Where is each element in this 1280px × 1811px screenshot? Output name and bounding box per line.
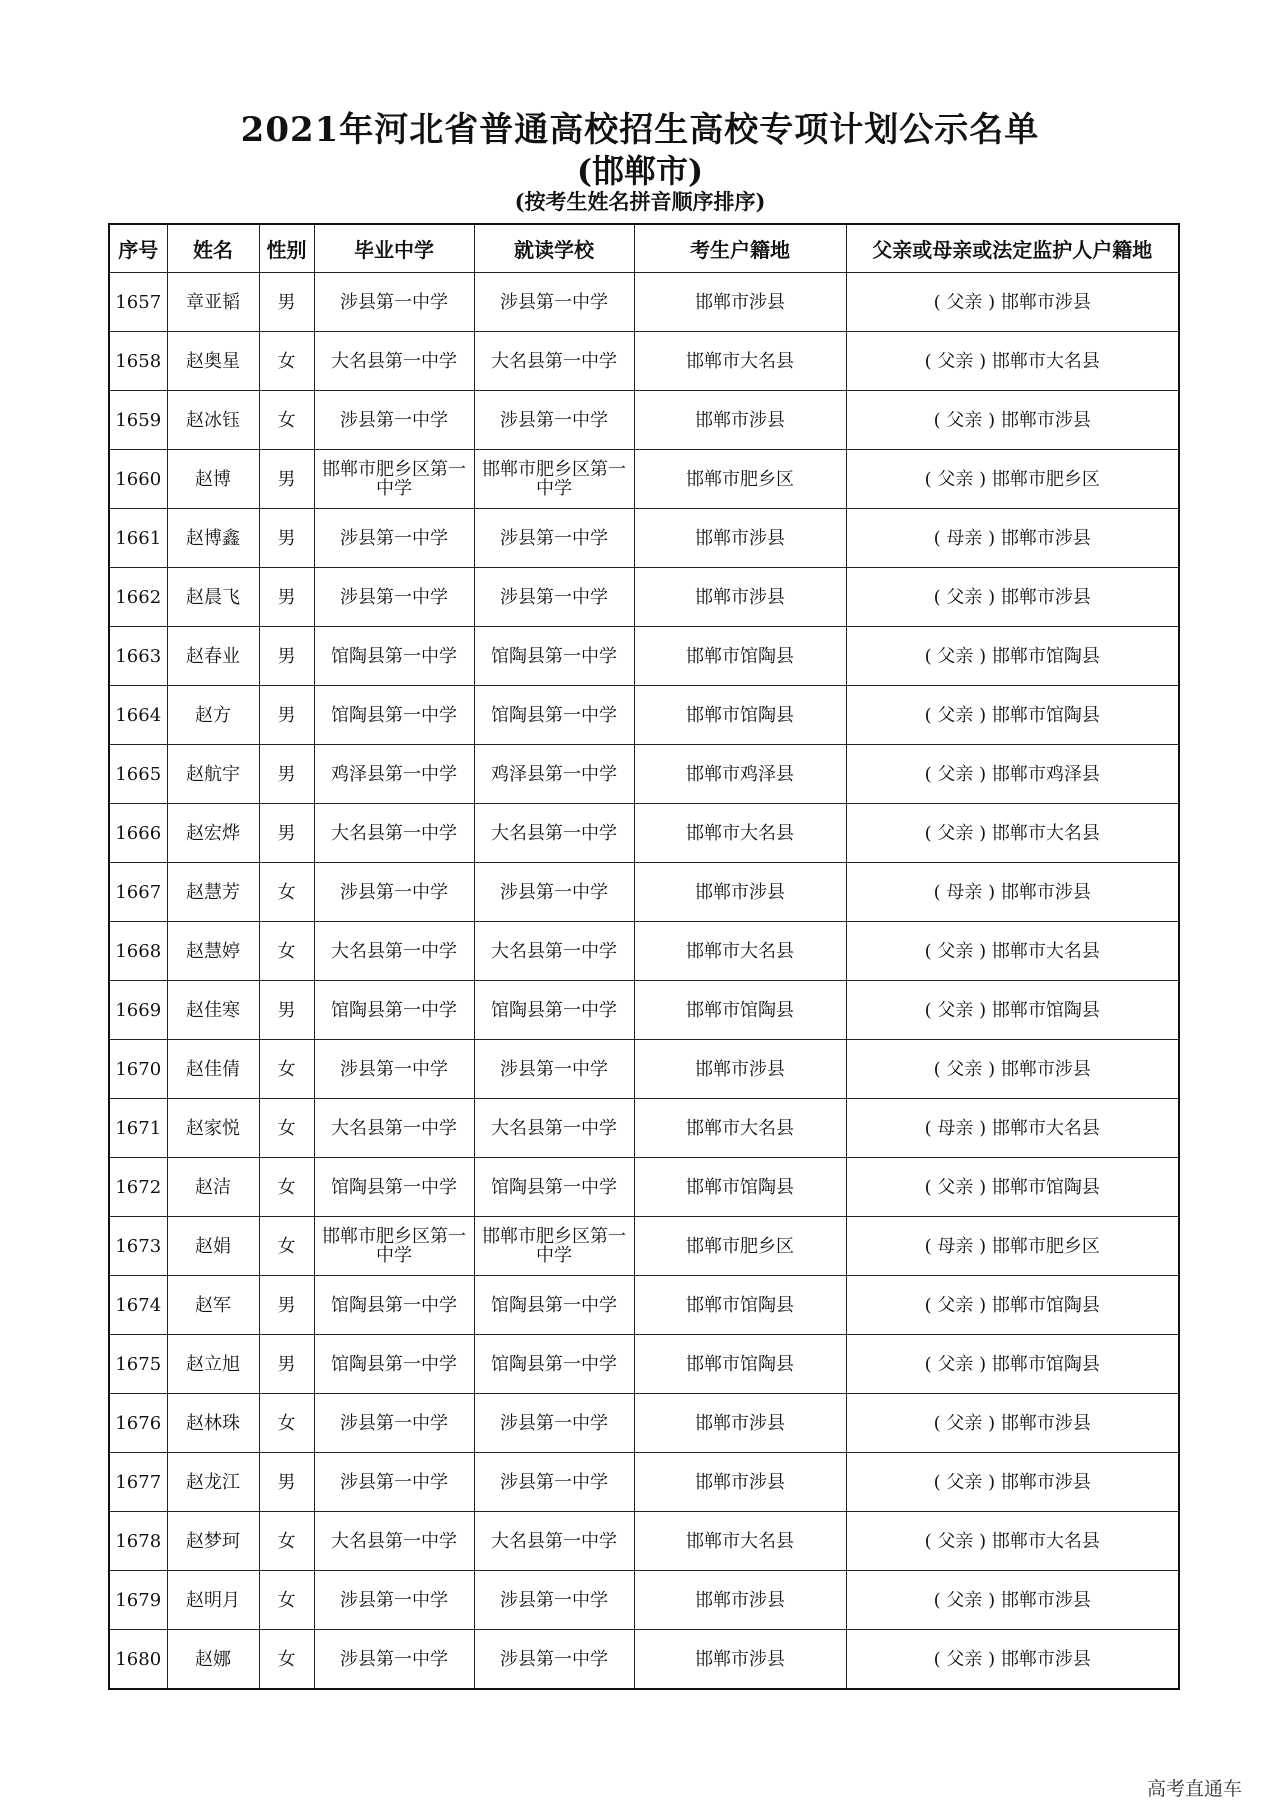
admission-list-table — [108, 223, 1180, 1690]
cell-household: 邯郸市馆陶县 — [634, 686, 846, 745]
cell-graduated-school: 馆陶县第一中学 — [314, 627, 474, 686]
cell-current-school: 大名县第一中学 — [474, 804, 634, 863]
cell-index: 1662 — [109, 568, 167, 627]
table-row — [109, 1099, 1179, 1158]
cell-graduated-school: 馆陶县第一中学 — [314, 981, 474, 1040]
table-row — [109, 568, 1179, 627]
cell-household: 邯郸市涉县 — [634, 391, 846, 450]
table-row — [109, 1571, 1179, 1630]
table-row — [109, 627, 1179, 686]
cell-guardian-household: ( 父亲 ) 邯郸市馆陶县 — [846, 1276, 1179, 1335]
cell-household: 邯郸市涉县 — [634, 1453, 846, 1512]
cell-name: 赵军 — [167, 1276, 259, 1335]
cell-name: 赵方 — [167, 686, 259, 745]
cell-current-school: 馆陶县第一中学 — [474, 1276, 634, 1335]
cell-guardian-household: ( 父亲 ) 邯郸市大名县 — [846, 804, 1179, 863]
table-row — [109, 863, 1179, 922]
cell-index: 1678 — [109, 1512, 167, 1571]
cell-current-school: 涉县第一中学 — [474, 1630, 634, 1690]
cell-guardian-household: ( 父亲 ) 邯郸市涉县 — [846, 1630, 1179, 1690]
cell-index: 1661 — [109, 509, 167, 568]
table-row — [109, 1630, 1179, 1690]
cell-current-school: 馆陶县第一中学 — [474, 627, 634, 686]
table-row — [109, 1453, 1179, 1512]
table-row — [109, 332, 1179, 391]
cell-household: 邯郸市馆陶县 — [634, 1158, 846, 1217]
cell-guardian-household: ( 父亲 ) 邯郸市涉县 — [846, 391, 1179, 450]
cell-name: 赵娟 — [167, 1217, 259, 1276]
cell-name: 赵梦珂 — [167, 1512, 259, 1571]
cell-name: 赵春业 — [167, 627, 259, 686]
cell-graduated-school: 馆陶县第一中学 — [314, 1276, 474, 1335]
cell-guardian-household: ( 父亲 ) 邯郸市大名县 — [846, 332, 1179, 391]
cell-guardian-household: ( 父亲 ) 邯郸市涉县 — [846, 568, 1179, 627]
cell-gender: 女 — [259, 1099, 314, 1158]
cell-graduated-school: 鸡泽县第一中学 — [314, 745, 474, 804]
cell-gender: 女 — [259, 1512, 314, 1571]
cell-guardian-household: ( 父亲 ) 邯郸市肥乡区 — [846, 450, 1179, 509]
cell-guardian-household: ( 父亲 ) 邯郸市涉县 — [846, 1571, 1179, 1630]
cell-name: 赵宏烨 — [167, 804, 259, 863]
cell-guardian-household: ( 父亲 ) 邯郸市大名县 — [846, 922, 1179, 981]
cell-name: 赵冰钰 — [167, 391, 259, 450]
cell-current-school: 大名县第一中学 — [474, 922, 634, 981]
table-row — [109, 273, 1179, 332]
cell-guardian-household: ( 母亲 ) 邯郸市大名县 — [846, 1099, 1179, 1158]
cell-current-school: 大名县第一中学 — [474, 1099, 634, 1158]
cell-guardian-household: ( 父亲 ) 邯郸市馆陶县 — [846, 981, 1179, 1040]
cell-graduated-school: 涉县第一中学 — [314, 391, 474, 450]
cell-graduated-school: 邯郸市肥乡区第一中学 — [314, 450, 474, 509]
cell-current-school: 涉县第一中学 — [474, 1453, 634, 1512]
cell-name: 章亚韬 — [167, 273, 259, 332]
cell-household: 邯郸市馆陶县 — [634, 1276, 846, 1335]
cell-current-school: 涉县第一中学 — [474, 273, 634, 332]
cell-gender: 男 — [259, 568, 314, 627]
cell-guardian-household: ( 父亲 ) 邯郸市涉县 — [846, 1394, 1179, 1453]
cell-name: 赵博鑫 — [167, 509, 259, 568]
cell-household: 邯郸市涉县 — [634, 568, 846, 627]
cell-current-school: 涉县第一中学 — [474, 509, 634, 568]
cell-name: 赵奥星 — [167, 332, 259, 391]
table-row — [109, 745, 1179, 804]
cell-index: 1680 — [109, 1630, 167, 1690]
cell-graduated-school: 涉县第一中学 — [314, 1394, 474, 1453]
cell-household: 邯郸市涉县 — [634, 1630, 846, 1690]
cell-graduated-school: 涉县第一中学 — [314, 568, 474, 627]
cell-household: 邯郸市涉县 — [634, 509, 846, 568]
cell-name: 赵慧芳 — [167, 863, 259, 922]
cell-guardian-household: ( 父亲 ) 邯郸市涉县 — [846, 1453, 1179, 1512]
table-row — [109, 981, 1179, 1040]
table-row — [109, 1158, 1179, 1217]
cell-index: 1669 — [109, 981, 167, 1040]
cell-name: 赵慧婷 — [167, 922, 259, 981]
table-row — [109, 804, 1179, 863]
table-row — [109, 391, 1179, 450]
cell-current-school: 大名县第一中学 — [474, 1512, 634, 1571]
cell-index: 1670 — [109, 1040, 167, 1099]
cell-guardian-household: ( 父亲 ) 邯郸市馆陶县 — [846, 686, 1179, 745]
cell-household: 邯郸市涉县 — [634, 1040, 846, 1099]
cell-index: 1673 — [109, 1217, 167, 1276]
table-row — [109, 922, 1179, 981]
cell-name: 赵佳寒 — [167, 981, 259, 1040]
cell-household: 邯郸市大名县 — [634, 1512, 846, 1571]
cell-household: 邯郸市大名县 — [634, 332, 846, 391]
page-subtitle: (邯郸市) — [576, 152, 704, 190]
sort-note: (按考生姓名拼音顺序排序) — [514, 189, 766, 214]
cell-name: 赵立旭 — [167, 1335, 259, 1394]
cell-household: 邯郸市馆陶县 — [634, 1335, 846, 1394]
cell-gender: 男 — [259, 1335, 314, 1394]
cell-gender: 男 — [259, 686, 314, 745]
cell-gender: 男 — [259, 627, 314, 686]
cell-graduated-school: 大名县第一中学 — [314, 922, 474, 981]
col-header-guardian-household: 父亲或母亲或法定监护人户籍地 — [846, 224, 1179, 273]
cell-current-school: 馆陶县第一中学 — [474, 981, 634, 1040]
cell-graduated-school: 馆陶县第一中学 — [314, 1335, 474, 1394]
cell-current-school: 涉县第一中学 — [474, 1394, 634, 1453]
cell-graduated-school: 邯郸市肥乡区第一中学 — [314, 1217, 474, 1276]
cell-guardian-household: ( 母亲 ) 邯郸市涉县 — [846, 509, 1179, 568]
cell-current-school: 鸡泽县第一中学 — [474, 745, 634, 804]
table-row — [109, 1040, 1179, 1099]
cell-guardian-household: ( 父亲 ) 邯郸市大名县 — [846, 1512, 1179, 1571]
cell-gender: 男 — [259, 450, 314, 509]
cell-guardian-household: ( 父亲 ) 邯郸市鸡泽县 — [846, 745, 1179, 804]
cell-name: 赵娜 — [167, 1630, 259, 1690]
cell-graduated-school: 涉县第一中学 — [314, 1630, 474, 1690]
cell-index: 1665 — [109, 745, 167, 804]
cell-index: 1671 — [109, 1099, 167, 1158]
cell-gender: 女 — [259, 922, 314, 981]
cell-gender: 女 — [259, 863, 314, 922]
cell-current-school: 涉县第一中学 — [474, 863, 634, 922]
cell-index: 1663 — [109, 627, 167, 686]
cell-name: 赵明月 — [167, 1571, 259, 1630]
cell-gender: 女 — [259, 1394, 314, 1453]
cell-household: 邯郸市涉县 — [634, 1394, 846, 1453]
col-header-graduated-school: 毕业中学 — [314, 224, 474, 273]
cell-gender: 女 — [259, 1158, 314, 1217]
cell-index: 1676 — [109, 1394, 167, 1453]
cell-guardian-household: ( 母亲 ) 邯郸市肥乡区 — [846, 1217, 1179, 1276]
cell-graduated-school: 涉县第一中学 — [314, 509, 474, 568]
cell-current-school: 邯郸市肥乡区第一中学 — [474, 1217, 634, 1276]
cell-name: 赵佳倩 — [167, 1040, 259, 1099]
cell-guardian-household: ( 父亲 ) 邯郸市馆陶县 — [846, 1335, 1179, 1394]
table-row — [109, 1276, 1179, 1335]
cell-graduated-school: 涉县第一中学 — [314, 1571, 474, 1630]
col-header-gender: 性别 — [259, 224, 314, 273]
cell-current-school: 邯郸市肥乡区第一中学 — [474, 450, 634, 509]
page-title: 2021年河北省普通高校招生高校专项计划公示名单 — [240, 110, 1040, 150]
cell-index: 1667 — [109, 863, 167, 922]
cell-current-school: 涉县第一中学 — [474, 1040, 634, 1099]
cell-index: 1658 — [109, 332, 167, 391]
watermark-text: 高考直通车 — [1146, 1778, 1242, 1800]
cell-household: 邯郸市肥乡区 — [634, 1217, 846, 1276]
cell-name: 赵博 — [167, 450, 259, 509]
cell-index: 1660 — [109, 450, 167, 509]
cell-gender: 女 — [259, 391, 314, 450]
cell-graduated-school: 大名县第一中学 — [314, 332, 474, 391]
cell-household: 邯郸市馆陶县 — [634, 981, 846, 1040]
cell-gender: 女 — [259, 1630, 314, 1690]
table-row — [109, 1217, 1179, 1276]
cell-current-school: 馆陶县第一中学 — [474, 1335, 634, 1394]
cell-index: 1659 — [109, 391, 167, 450]
cell-index: 1675 — [109, 1335, 167, 1394]
cell-name: 赵航宇 — [167, 745, 259, 804]
col-header-household: 考生户籍地 — [634, 224, 846, 273]
cell-gender: 男 — [259, 509, 314, 568]
table-row — [109, 1394, 1179, 1453]
cell-gender: 女 — [259, 1040, 314, 1099]
table-header-row — [109, 224, 1179, 273]
cell-household: 邯郸市大名县 — [634, 922, 846, 981]
cell-gender: 女 — [259, 332, 314, 391]
cell-graduated-school: 大名县第一中学 — [314, 1512, 474, 1571]
cell-name: 赵林珠 — [167, 1394, 259, 1453]
cell-index: 1674 — [109, 1276, 167, 1335]
cell-guardian-household: ( 父亲 ) 邯郸市涉县 — [846, 1040, 1179, 1099]
cell-current-school: 涉县第一中学 — [474, 568, 634, 627]
table-row — [109, 1512, 1179, 1571]
cell-gender: 男 — [259, 273, 314, 332]
cell-gender: 男 — [259, 1276, 314, 1335]
cell-guardian-household: ( 母亲 ) 邯郸市涉县 — [846, 863, 1179, 922]
cell-index: 1668 — [109, 922, 167, 981]
cell-name: 赵家悦 — [167, 1099, 259, 1158]
cell-gender: 男 — [259, 745, 314, 804]
cell-current-school: 涉县第一中学 — [474, 391, 634, 450]
cell-household: 邯郸市肥乡区 — [634, 450, 846, 509]
cell-household: 邯郸市鸡泽县 — [634, 745, 846, 804]
cell-guardian-household: ( 父亲 ) 邯郸市馆陶县 — [846, 1158, 1179, 1217]
cell-name: 赵晨飞 — [167, 568, 259, 627]
cell-graduated-school: 涉县第一中学 — [314, 273, 474, 332]
cell-index: 1677 — [109, 1453, 167, 1512]
cell-household: 邯郸市大名县 — [634, 1099, 846, 1158]
cell-household: 邯郸市涉县 — [634, 863, 846, 922]
cell-gender: 女 — [259, 1571, 314, 1630]
cell-current-school: 馆陶县第一中学 — [474, 686, 634, 745]
cell-household: 邯郸市馆陶县 — [634, 627, 846, 686]
cell-household: 邯郸市涉县 — [634, 1571, 846, 1630]
cell-graduated-school: 馆陶县第一中学 — [314, 1158, 474, 1217]
cell-guardian-household: ( 父亲 ) 邯郸市馆陶县 — [846, 627, 1179, 686]
col-header-name: 姓名 — [167, 224, 259, 273]
cell-current-school: 涉县第一中学 — [474, 1571, 634, 1630]
table-row — [109, 509, 1179, 568]
cell-index: 1672 — [109, 1158, 167, 1217]
table-row — [109, 450, 1179, 509]
cell-guardian-household: ( 父亲 ) 邯郸市涉县 — [846, 273, 1179, 332]
table-row — [109, 686, 1179, 745]
cell-graduated-school: 大名县第一中学 — [314, 804, 474, 863]
cell-index: 1657 — [109, 273, 167, 332]
cell-gender: 男 — [259, 804, 314, 863]
cell-graduated-school: 馆陶县第一中学 — [314, 686, 474, 745]
cell-name: 赵洁 — [167, 1158, 259, 1217]
cell-household: 邯郸市大名县 — [634, 804, 846, 863]
col-header-index: 序号 — [109, 224, 167, 273]
cell-graduated-school: 涉县第一中学 — [314, 863, 474, 922]
cell-household: 邯郸市涉县 — [634, 273, 846, 332]
col-header-current-school: 就读学校 — [474, 224, 634, 273]
table-row — [109, 1335, 1179, 1394]
cell-index: 1679 — [109, 1571, 167, 1630]
cell-graduated-school: 涉县第一中学 — [314, 1040, 474, 1099]
cell-graduated-school: 涉县第一中学 — [314, 1453, 474, 1512]
cell-graduated-school: 大名县第一中学 — [314, 1099, 474, 1158]
cell-index: 1666 — [109, 804, 167, 863]
cell-index: 1664 — [109, 686, 167, 745]
cell-gender: 男 — [259, 981, 314, 1040]
cell-gender: 女 — [259, 1217, 314, 1276]
cell-current-school: 馆陶县第一中学 — [474, 1158, 634, 1217]
cell-name: 赵龙江 — [167, 1453, 259, 1512]
cell-gender: 男 — [259, 1453, 314, 1512]
cell-current-school: 大名县第一中学 — [474, 332, 634, 391]
